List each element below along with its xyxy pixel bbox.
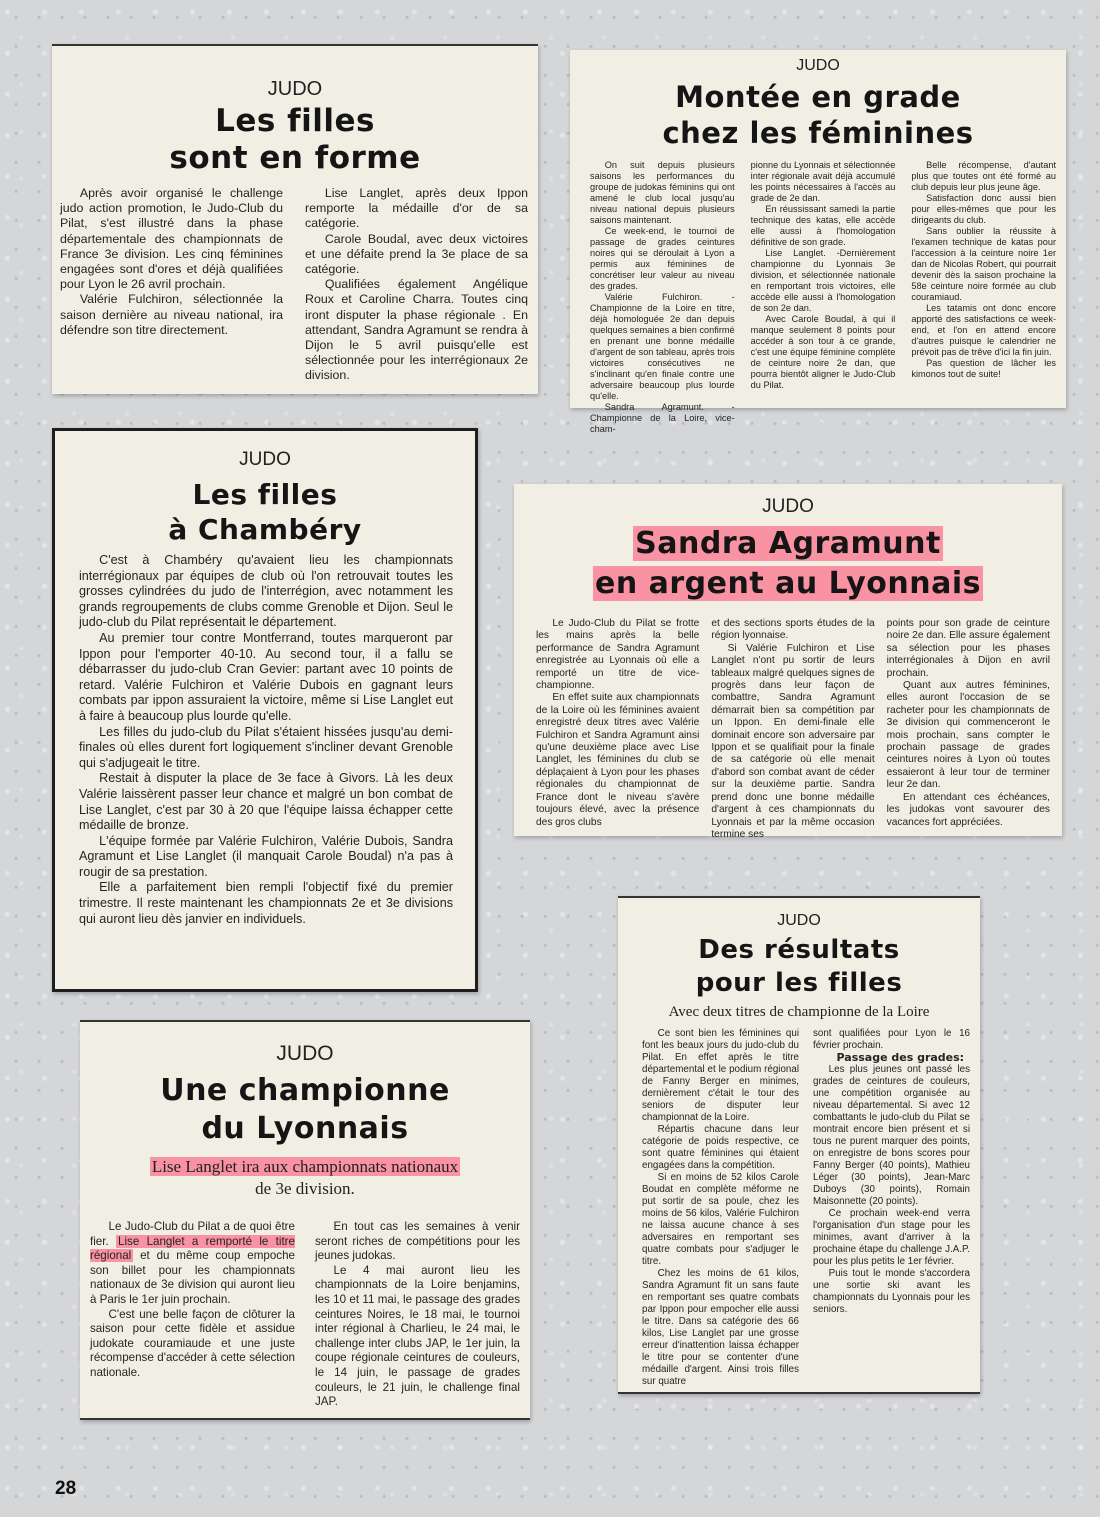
article-les-filles-sont-en-forme — [52, 44, 538, 394]
article-headline: Les filles à Chambéry — [168, 478, 362, 546]
article-column: Ce sont bien les féminines qui font les beaux jours du judo-club du Pilat. En effet après le titre départemental et le podium régional de Fanny Berger en minimes, dernièrement c'était le tour des seniors de disputer leur championnat de la Loire. Répartis chacune dans leur catégorie de poids respective, ce sont quatre féminines qui étaient engagées dans la compétition. Si en moins de 52 kilos Carole Boudat en complète méforme ne put sortir de sa poule, chez les moins de 56 kilos, Valérie Fulchiron ne laissa aucune chance à ses adversaires en remportant ses quatre combats pour s'adjuger le titre. Chez les moins de 61 kilos, Sandra Agramunt fit un sans faute en remportant ses quatre combats par Ippon pour empocher elle aussi le titre. Dans sa catégorie des 66 kilos, Lise Langlet par une grosse erreur d'inattention laissa échapper le titre pour se contenter d'une médaille d'argent. Ainsi trois filles sur quatre — [642, 1028, 799, 1387]
article-kicker: JUDO — [777, 912, 821, 929]
article-subhead: Avec deux titres de championne de la Loire — [668, 1004, 930, 1020]
article-column: Le Judo-Club du Pilat se frotte les mains après la belle performance de Sandra Agramunt enregistrée au Lyonnais où elle a remporté un titre de vice-championne. En effet suite aux championnats de la Loire où les féminines avaient enregistré deux titres avec Valérie Fulchiron et Sandra Agramunt ainsi qu'une deuxième place avec Lise Langlet, les féminines du club se déplaçaient à Lyon pour les phases régionales du championnat de France dont le niveau s'avère toujours élevé, avec la présence des gros clubs — [536, 618, 700, 828]
article-kicker: JUDO — [267, 78, 323, 100]
article-body — [642, 1028, 970, 1386]
article-body — [90, 1220, 520, 1412]
article-headline: Sandra Agramunt en argent au Lyonnais — [594, 526, 982, 601]
article-column: C'est à Chambéry qu'avaient lieu les championnats interrégionaux par équipes de club où l'on retrouvait toutes les grosses cylindrées du judo de l'interrégion, avec notamment les grands regroupements de clubs comme Grenoble et Dijon. Seul le judo-club du Pilat représentait le département. Au premier tour contre Montferrand, toutes marqueront par Ippon pour l'emporter 40-10. Au second tour, il a fallu se débarrasser du judo-club Cran Gevier: partant avec 10 points de retard. Valérie Fulchiron et Valérie Dubois en gagnant leurs combats par ippon assuraient la victoire, même si Lise Langlet eut à faire à beaucoup plus lourde qu'elle. Les filles du judo-club du Pilat s'étaient hissées jusqu'au demi-finales où elles durent fort logiquement s'incliner devant Grenoble qui s'adjugeait le titre. Restait à disputer la place de 3e face à Givors. Là les deux Valérie laissèrent passer leur chance et malgré un bon combat de Lise Langlet, c'est par 30 à 20 que l'équipe laissa échapper cette médaille de bronze. L'équipe formée par Valérie Fulchiron, Valérie Dubois, Sandra Agramunt et Lise Langlet (il manquait Carole Boudal) n'a pas à rougir de sa prestation. Elle a parfaitement bien rempli l'objectif fixé du premier trimestre. Il reste maintenant les championnats 2e et 3e divisions qui auront lieu dès janvier en individuels. — [79, 553, 453, 926]
page-number: 28 — [55, 1478, 77, 1499]
article-body — [60, 186, 528, 388]
article-montee-en-grade — [570, 50, 1066, 434]
article-kicker: JUDO — [239, 449, 291, 470]
article-une-championne-du-lyonnais — [80, 1020, 530, 1420]
article-column: On suit depuis plusieurs saisons les performances du groupe de judokas féminins qui ont amené le club local jusqu'au niveau national depuis plusieurs saisons maintenant. Ce week-end, le tournoi de passage de grades ceintures noires qui se déroulait à Lyon a permis aux féminines de concrétiser leur valeur au niveau des grades. Valérie Fulchiron. - Championne de la Loire en titre, déjà homologuée 2e dan depuis quelques semaines a bien confirmé en prenant une bonne médaille d'argent de son tableau, après trois victoires consécutives ne s'inclinant qu'en finale contre une adversaire beaucoup plus lourde qu'elle. Sandra Agramunt. - Championne de la Loire, vice-cham- — [590, 160, 735, 434]
article-kicker: JUDO — [796, 57, 840, 74]
article-des-resultats-pour-les-filles — [618, 896, 980, 1394]
article-kicker: JUDO — [762, 496, 814, 517]
article-body — [590, 160, 1057, 434]
article-kicker: JUDO — [276, 1042, 334, 1065]
article-sandra-agramunt — [514, 484, 1062, 840]
article-column: pionne du Lyonnais et sélectionnée inter régionale avait déjà accumulé les points nécessaires à l'accès au grade de 2e dan. En réussissant samedi la partie technique des katas, elle accède elle aussi à l'homologation définitive de son grade. Lise Langlet. -Dernièrement championne du Lyonnais 3e division, et sélectionnée nationale en remportant trois victoires, elle accède elle aussi à l'homologation de son 2e dan. Avec Carole Boudal, à qui il manque seulement 8 points pour accéder à son tour à ce grande, c'est une équipe féminine complète de ceinture noire 2e dan, que pourra bientôt aligner le Judo-Club du Pilat. — [750, 160, 896, 390]
article-column: et des sections sports études de la région lyonnaise. Si Valérie Fulchiron et Lise Langlet n'ont pu sortir de leurs tableaux malgré quelques signes de progrès dans leur façon de combattre, Sandra Agramunt démarrait bien sa compétition par un Ippon. En demi-finale elle dominait encore son adversaire par Ippon et se qualifiait pour la finale de sa catégorie où elle menait d'abord son combat avant de céder sur la deuxième partie. Sandra prend donc une bonne médaille d'argent à ces championnats du Lyonnais et par la même occasion termine ses — [711, 618, 875, 840]
article-headline: Des résultats pour les filles — [695, 935, 903, 998]
article-les-filles-a-chambery — [52, 428, 478, 992]
article-column: Le Judo-Club du Pilat a de quoi être fier. Lise Langlet a remporté le titre régional et du même coup empoche son billet pour les championnats nationaux de 3e division qui auront lieu à Paris le 1er juin prochain. C'est une belle façon de clôturer la saison pour cette fidèle et assidue judokate couramiaude et une juste récompense d'accéder à cette sélection nationale. — [90, 1220, 295, 1379]
article-column: sont qualifiées pour Lyon le 16 février prochain. Passage des grades: Les plus jeunes ont passé les grades de ceintures de couleurs, une compétition organisée au niveau départemental. Si avec 12 combattants le judo-club du Pilat se montrait encore bien présent et si tous ne purent marquer des points, on enregistre de bons scores pour Fanny Berger (40 points), Mathieu Léger (30 points), Jean-Marc Duboys (30 points), Romain Maisonnette (20 points). Ce prochain week-end verra l'organisation d'un stage pour les minimes, avant d'arriver à la prochaine étape du challenge J.A.P. pour les plus petits le 1er février. Puis tout le monde s'accordera une sortie ski avant les championnats du Lyonnais pour les seniors. — [813, 1028, 970, 1315]
article-column: En tout cas les semaines à venir seront riches de compétitions pour les jeunes judokas. Le 4 mai auront lieu les championnats de la Loire benjamins, les 10 et 11 mai, le passage des grades ceintures Noires, le 18 mai, le tournoi inter régional à Charlieu, le 24 mai, le challenge inter clubs JAP, le 1er juin, la coupe régionale ceintures de couleurs, le 14 juin, le passage de grades couleurs, le 21 juin, le challenge final JAP. — [315, 1220, 520, 1409]
article-body — [79, 553, 453, 981]
article-headline: Une championne du Lyonnais — [160, 1073, 450, 1146]
section-heading: Passage des grades: — [836, 1051, 965, 1064]
highlighted-text: Lise Langlet a remporté le titre régional — [90, 1234, 295, 1263]
article-headline: Les filles sont en forme — [169, 103, 421, 176]
article-column: Après avoir organisé le challenge judo action promotion, le Judo-Club du Pilat, s'est illustré dans la phase départementale des championnats de France 3e division. Les cinq féminines engagées sont d'ores et déjà qualifiées pour Lyon le 26 avril prochain. Valérie Fulchiron, sélectionnée la saison dernière au niveau national, ira défendre son titre directement. — [60, 186, 283, 337]
article-subhead: Lise Langlet ira aux championnats nationaux de 3e division. — [151, 1157, 459, 1198]
article-column: Lise Langlet, après deux Ippon remporte la médaille d'or de sa catégorie. Carole Boudal, avec deux victoires et une défaite prend la 3e place de sa catégorie. Qualifiées également Angélique Roux et Caroline Charra. Toutes cinq iront disputer la phase régionale . En attendant, Sandra Agramunt se rendra à Dijon le 5 avril puisqu'elle est sélectionnée pour les interrégionaux 2e division. — [305, 186, 528, 383]
article-column: Belle récompense, d'autant plus que toutes ont été formé au club depuis leur plus jeune âge. Satisfaction donc aussi bien pour elles-mêmes que pour les dirigeants du club. Sans oublier la réussite à l'examen technique de katas pour l'accession à la ceinture noire 1er dan de Nicolas Robert, qui pourrait devenir dès la saison prochaine la 58e ceinture noire formée au club couramiaud. Les tatamis ont donc encore apporté des satisfactions ce week-end, et l'on en attend encore d'autres puisque le calendrier ne prévoit pas de trêve d'ici la fin juin. Pas question de lâcher les kimonos tout de suite! — [911, 160, 1057, 379]
article-headline: Montée en grade chez les féminines — [662, 80, 974, 150]
article-column: points pour son grade de ceinture noire 2e dan. Elle assure également sa sélection pour les phases interrégionales à Dijon en avril prochain. Quant aux autres féminines, elles auront l'occasion de se racheter pour les championnats de 3e division qui commenceront le mois prochain, sans compter le prochain passage de grades ceintures noires à Lyon où toutes essaieront à leur tour de terminer leur 2e dan. En attendant ces échéances, les judokas vont savourer des vacances fort appréciées. — [886, 618, 1050, 828]
article-body — [536, 618, 1050, 840]
